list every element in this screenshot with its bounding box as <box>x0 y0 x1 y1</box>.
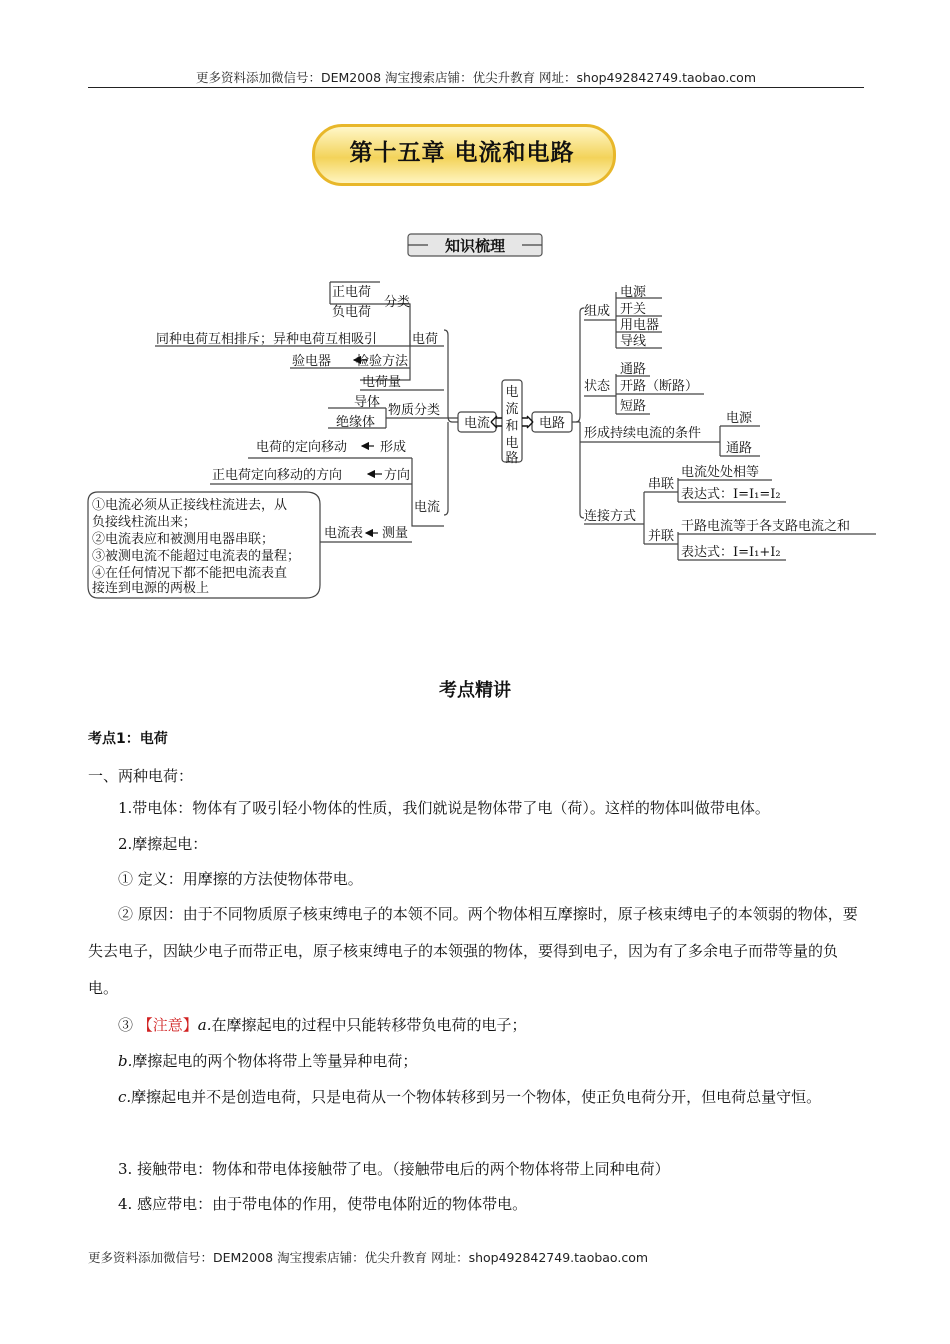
para-note-b <box>88 1043 864 1080</box>
para-contact: 3. 接触带电：物体和带电体接触带了电。（接触带电后的两个物体将带上同种电荷） <box>118 1160 670 1178</box>
note-label: 【注意】 <box>137 1016 198 1034</box>
center-char-4: 电 <box>505 436 519 451</box>
chapter-title: 第十五章 电流和电路 <box>349 140 575 166</box>
node-parallel-expr: 表达式：I=I₁+I₂ <box>681 545 781 560</box>
section-title: 考点精讲 <box>439 680 511 701</box>
center-char-2: 流 <box>505 402 519 417</box>
page-header: 更多资料添加微信号：DEM2008 淘宝搜索店铺：优尖升教育 网址：shop492842749.taobao.com <box>195 70 757 85</box>
node-classify: 分类 <box>384 295 411 310</box>
rule-line-5: ④在任何情况下都不能把电流表直 <box>92 566 288 581</box>
node-measure: 测量 <box>382 526 409 541</box>
node-circuit: 电路 <box>538 416 566 431</box>
mindmap-title: 知识梳理 <box>444 237 506 255</box>
para-charged-body: 1.带电体：物体有了吸引轻小物体的性质，我们就说是物体带了电（荷）。这样的物体叫做带电体。 <box>118 799 770 817</box>
node-series-rule: 电流处处相等 <box>681 465 760 480</box>
center-char-5: 路 <box>505 451 519 466</box>
para-note-a <box>88 1007 864 1044</box>
header-rule <box>88 87 864 88</box>
note-a-label: a. <box>197 1016 212 1034</box>
para-reason: ② 原因：由于不同物质原子核束缚电子的本领不同。两个物体相互摩擦时，原子核束缚电子的本领弱的物体，要失去电子，因缺少电子而带正电，原子核束缚电子的本领强的物体，要得到电子，因为有了多余电子而带等量的负电。 <box>88 905 858 997</box>
note-b-label: b. <box>118 1052 133 1070</box>
node-quantity: 电荷量 <box>362 375 402 390</box>
node-charge: 电荷 <box>412 332 439 347</box>
node-short: 短路 <box>620 399 647 414</box>
node-appliance: 用电器 <box>620 318 660 333</box>
rule-line-1: ①电流必须从正接线柱流进去，从 <box>92 498 288 513</box>
center-char-3: 和 <box>505 419 519 434</box>
node-current-sub: 电流 <box>414 500 441 515</box>
node-parallel: 并联 <box>648 529 675 544</box>
node-material: 物质分类 <box>388 403 441 418</box>
rule-line-6: 接连到电源的两极上 <box>92 581 210 596</box>
node-closed: 通路 <box>620 362 647 377</box>
knowledge-mindmap <box>80 230 880 610</box>
node-conductor: 导体 <box>354 395 381 410</box>
node-wire: 导线 <box>620 334 647 349</box>
para-definition: ① 定义：用摩擦的方法使物体带电。 <box>118 870 363 888</box>
node-insulator: 绝缘体 <box>336 415 376 430</box>
node-negative: 负电荷 <box>332 305 372 320</box>
node-ammeter: 电流表 <box>324 526 364 541</box>
node-composition: 组成 <box>584 304 611 319</box>
node-state: 状态 <box>584 379 611 394</box>
rule-line-3: ②电流表应和被测用电器串联； <box>92 532 275 547</box>
node-series-expr: 表达式：I=I₁=I₂ <box>681 487 781 502</box>
page-footer: 更多资料添加微信号：DEM2008 淘宝搜索店铺：优尖升教育 网址：shop492842749.taobao.com <box>88 1250 649 1265</box>
node-cond-source: 电源 <box>726 411 753 426</box>
node-parallel-rule: 干路电流等于各支路电流之和 <box>681 519 851 534</box>
node-formation: 形成 <box>380 440 407 455</box>
node-switch: 开关 <box>620 302 647 317</box>
node-interaction: 同种电荷互相排斥；异种电荷互相吸引 <box>156 332 378 347</box>
para-two-charges: 一、两种电荷： <box>88 767 194 785</box>
node-test-method: 检验方法 <box>356 354 409 369</box>
kaodian-title: 考点1：电荷 <box>88 731 168 747</box>
para-note-c <box>88 1079 864 1116</box>
node-cond-closed: 通路 <box>726 441 753 456</box>
rule-line-4: ③被测电流不能超过电流表的量程； <box>92 549 301 564</box>
node-positive: 正电荷 <box>332 285 372 300</box>
rule-line-2: 负接线柱流出来； <box>92 515 197 530</box>
note-a-text: 在摩擦起电的过程中只能转移带负电荷的电子； <box>211 1016 527 1034</box>
node-condition: 形成持续电流的条件 <box>584 426 702 441</box>
node-series: 串联 <box>648 477 675 492</box>
para-friction: 2.摩擦起电： <box>118 835 208 853</box>
node-directional: 电荷的定向移动 <box>256 440 348 455</box>
node-source: 电源 <box>620 285 647 300</box>
center-char-1: 电 <box>505 385 519 400</box>
note-c-text: 摩擦起电并不是创造电荷，只是电荷从一个物体转移到另一个物体，使正负电荷分开，但电荷总量守恒。 <box>131 1088 822 1106</box>
node-electroscope: 验电器 <box>292 354 332 369</box>
node-pos-direction: 正电荷定向移动的方向 <box>212 468 343 483</box>
para-induction: 4. 感应带电：由于带电体的作用，使带电体附近的物体带电。 <box>118 1195 528 1213</box>
node-open: 开路（断路） <box>620 379 699 394</box>
note-c-label: c. <box>118 1088 132 1106</box>
note-b-text: 摩擦起电的两个物体将带上等量异种电荷； <box>132 1052 418 1070</box>
node-current: 电流 <box>463 416 491 431</box>
chapter-banner <box>312 124 612 190</box>
node-connection: 连接方式 <box>584 509 637 524</box>
node-direction: 方向 <box>384 468 411 483</box>
note-prefix: ③ <box>118 1016 138 1034</box>
